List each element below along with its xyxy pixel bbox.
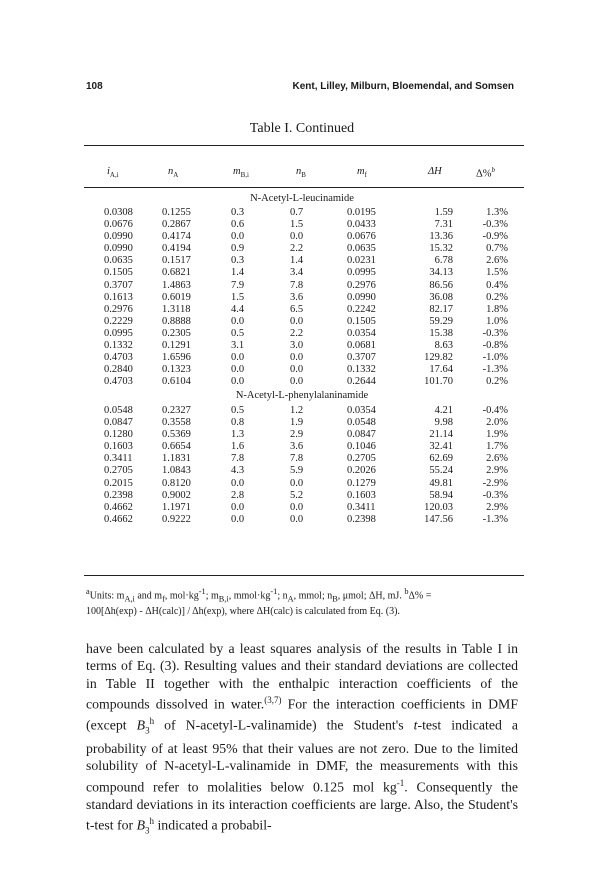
- cell-n-a: 0.6821: [162, 267, 191, 279]
- cell-delta-percent: 2.9%: [486, 501, 508, 513]
- cell-i-ai: 0.1280: [104, 429, 133, 441]
- cell-i-ai: 0.2015: [104, 477, 133, 489]
- cell-delta-h: 1.59: [434, 207, 453, 218]
- cell-i-ai: 0.0847: [104, 417, 133, 429]
- cell-m-f: 0.2398: [347, 513, 376, 525]
- cell-delta-percent: 0.2%: [486, 376, 508, 388]
- cell-delta-percent: -1.3%: [482, 364, 508, 376]
- cell-delta-percent: 0.2%: [486, 291, 508, 303]
- cell-m-f: 0.0433: [347, 219, 376, 231]
- cell-delta-h: 32.41: [429, 441, 453, 453]
- table-top-rule: [84, 145, 524, 146]
- cell-m-bi: 7.8: [231, 453, 245, 465]
- cell-m-bi: 1.5: [231, 291, 245, 303]
- cell-m-bi: 0.0: [231, 364, 245, 376]
- cell-m-f: 0.1603: [347, 489, 376, 501]
- table-row: [0, 304, 604, 316]
- cell-delta-h: 120.03: [424, 501, 453, 513]
- cell-n-b: 2.9: [290, 429, 304, 441]
- cell-delta-h: 15.32: [429, 243, 453, 255]
- cell-m-f: 0.0354: [347, 327, 376, 339]
- cell-i-ai: 0.4703: [104, 352, 133, 364]
- cell-m-f: 0.0548: [347, 417, 376, 429]
- cell-n-b: 0.0: [290, 477, 304, 489]
- cell-m-f: 0.0990: [347, 291, 376, 303]
- cell-delta-percent: -0.8%: [482, 340, 508, 352]
- cell-delta-h: 86.56: [429, 279, 453, 291]
- cell-n-a: 0.1517: [162, 255, 191, 267]
- table-row: [0, 352, 604, 364]
- cell-delta-h: 129.82: [424, 352, 453, 364]
- cell-m-bi: 0.0: [231, 477, 245, 489]
- col-header-i-ai: $i_{A,i}$: [107, 166, 119, 180]
- cell-i-ai: 0.2229: [104, 315, 133, 327]
- cell-delta-h: 4.21: [434, 405, 453, 416]
- cell-delta-percent: 1.3%: [486, 207, 508, 218]
- cell-i-ai: 0.1505: [104, 267, 133, 279]
- cell-n-b: 6.5: [290, 303, 304, 315]
- cell-m-f: 0.0635: [347, 243, 376, 255]
- cell-delta-h: 101.70: [424, 376, 453, 388]
- cell-delta-h: 15.38: [429, 327, 453, 339]
- cell-n-a: 0.6104: [162, 376, 191, 388]
- table-row: [0, 490, 604, 502]
- cell-delta-percent: 2.6%: [486, 255, 508, 267]
- cell-delta-percent: -1.0%: [482, 352, 508, 364]
- cell-m-bi: 0.3: [231, 207, 245, 218]
- cell-delta-percent: -0.4%: [482, 405, 508, 416]
- cell-delta-percent: -0.3%: [482, 219, 508, 231]
- cell-delta-percent: 2.0%: [486, 417, 508, 429]
- cell-n-a: 1.0843: [162, 465, 191, 477]
- cell-i-ai: 0.4662: [104, 513, 133, 525]
- cell-n-a: 0.3558: [162, 417, 191, 429]
- cell-n-a: 0.2305: [162, 327, 191, 339]
- table-row: [0, 231, 604, 243]
- table-row: [0, 219, 604, 231]
- cell-i-ai: 0.2398: [104, 489, 133, 501]
- table-row: [0, 364, 604, 376]
- cell-delta-h: 13.36: [429, 231, 453, 243]
- table-title: Table I. Continued: [249, 121, 355, 136]
- cell-n-b: 3.0: [290, 340, 304, 352]
- table-row: [0, 441, 604, 453]
- cell-n-b: 1.5: [290, 219, 304, 231]
- table-row: [0, 328, 604, 340]
- cell-n-b: 1.4: [290, 255, 304, 267]
- cell-delta-h: 82.17: [429, 303, 453, 315]
- cell-n-a: 1.1831: [162, 453, 191, 465]
- table-row: [0, 267, 604, 279]
- cell-m-f: 0.2026: [347, 465, 376, 477]
- cell-m-bi: 0.0: [231, 513, 245, 525]
- cell-delta-h: 17.64: [429, 364, 453, 376]
- cell-i-ai: 0.1332: [104, 340, 133, 352]
- cell-delta-percent: -1.3%: [482, 513, 508, 525]
- cell-m-bi: 0.3: [231, 255, 245, 267]
- cell-m-bi: 4.4: [231, 303, 245, 315]
- cell-n-b: 1.9: [290, 417, 304, 429]
- section-label-leucinamide: N-Acetyl-L-leucinamide: [250, 193, 354, 204]
- cell-delta-h: 147.56: [424, 513, 453, 525]
- cell-delta-percent: 1.7%: [486, 441, 508, 453]
- cell-n-b: 0.0: [290, 352, 304, 364]
- body-paragraph: have been calculated by a least squares analysis of the results in Table I in terms of Eq. (3). Resulting values and their standard deviations are collected in Table II together with the enthalpic interaction coefficients of the compounds dissolved in water.$^{(3,7)}$ For the interaction coefficients in DMF (except $B_3^h$ of N-acetyl-L-valinamide) the Student's t-test indicated a probability of at least 95% that their values are not zero. Due to the limited solubility of N-acetyl-L-valinamide in DMF, the measurements with this compound refer to molalities below 0.125 mol $kg^{-1}$. Consequently the standard deviations in its interaction coefficients are large. Also, the Student's t-test for $B_3^h$ indicated a probabil-: [86, 641, 519, 836]
- cell-i-ai: 0.3411: [104, 453, 133, 465]
- cell-n-a: 0.9002: [162, 489, 191, 501]
- cell-m-bi: 1.3: [231, 429, 245, 441]
- cell-delta-percent: -0.9%: [482, 231, 508, 243]
- cell-m-f: 0.0995: [347, 267, 376, 279]
- cell-n-b: 7.8: [290, 453, 304, 465]
- table-bottom-rule: [84, 575, 524, 576]
- cell-i-ai: 0.1613: [104, 291, 133, 303]
- cell-m-bi: 0.6: [231, 219, 245, 231]
- cell-n-b: 0.0: [290, 364, 304, 376]
- table-header-rule: [84, 187, 524, 188]
- col-header-n-a: $n_A$: [168, 166, 179, 180]
- cell-i-ai: 0.0548: [104, 405, 133, 416]
- cell-m-bi: 4.3: [231, 465, 245, 477]
- table-row: [0, 417, 604, 429]
- section-rows-leucinamide: [0, 207, 604, 388]
- cell-i-ai: 0.0635: [104, 255, 133, 267]
- cell-m-bi: 0.8: [231, 417, 245, 429]
- cell-i-ai: 0.2705: [104, 465, 133, 477]
- cell-delta-percent: -2.9%: [482, 477, 508, 489]
- cell-n-b: 0.0: [290, 376, 304, 388]
- cell-delta-percent: 1.0%: [486, 315, 508, 327]
- table-row: [0, 340, 604, 352]
- table-row: [0, 478, 604, 490]
- table-row: [0, 514, 604, 526]
- cell-delta-h: 62.69: [429, 453, 453, 465]
- table-row: [0, 502, 604, 514]
- cell-n-a: 0.6019: [162, 291, 191, 303]
- cell-i-ai: 0.2976: [104, 303, 133, 315]
- cell-n-a: 0.1291: [162, 340, 191, 352]
- cell-delta-percent: 2.9%: [486, 465, 508, 477]
- cell-n-a: 0.1323: [162, 364, 191, 376]
- table-row: [0, 243, 604, 255]
- table-row: [0, 280, 604, 292]
- cell-m-bi: 1.6: [231, 441, 245, 453]
- cell-delta-h: 8.63: [434, 340, 453, 352]
- cell-m-f: 0.0354: [347, 405, 376, 416]
- cell-m-bi: 3.1: [231, 340, 245, 352]
- table-header-row: [0, 166, 604, 182]
- cell-i-ai: 0.0990: [104, 243, 133, 255]
- cell-i-ai: 0.4662: [104, 501, 133, 513]
- cell-delta-h: 55.24: [429, 465, 453, 477]
- cell-delta-percent: 0.7%: [486, 243, 508, 255]
- cell-i-ai: 0.0308: [104, 207, 133, 218]
- cell-delta-percent: 1.5%: [486, 267, 508, 279]
- cell-n-a: 1.3118: [162, 303, 191, 315]
- cell-n-b: 2.2: [290, 243, 304, 255]
- cell-i-ai: 0.3707: [104, 279, 133, 291]
- cell-delta-h: 7.31: [434, 219, 453, 231]
- cell-n-a: 1.1971: [162, 501, 191, 513]
- cell-m-bi: 0.0: [231, 501, 245, 513]
- cell-m-bi: 0.9: [231, 243, 245, 255]
- cell-n-a: 0.1255: [162, 207, 191, 218]
- cell-n-b: 3.6: [290, 291, 304, 303]
- cell-delta-percent: 1.9%: [486, 429, 508, 441]
- cell-m-f: 0.1505: [347, 315, 376, 327]
- table-row: [0, 405, 604, 417]
- section-label-phenylalaninamide: N-Acetyl-L-phenylalaninamide: [235, 390, 369, 401]
- col-header-delta-percent: Δ%$^b$: [476, 166, 495, 180]
- cell-delta-h: 36.08: [429, 291, 453, 303]
- col-header-m-bi: $m_{B,i}$: [233, 166, 249, 180]
- cell-delta-h: 34.13: [429, 267, 453, 279]
- cell-n-b: 0.0: [290, 315, 304, 327]
- running-head: Kent, Lilley, Milburn, Bloemendal, and Somsen: [292, 81, 514, 92]
- cell-m-bi: 0.0: [231, 376, 245, 388]
- cell-i-ai: 0.0676: [104, 219, 133, 231]
- cell-delta-h: 6.78: [434, 255, 453, 267]
- cell-m-f: 0.2242: [347, 303, 376, 315]
- cell-n-a: 0.8888: [162, 315, 191, 327]
- cell-delta-percent: 0.4%: [486, 279, 508, 291]
- cell-n-b: 5.9: [290, 465, 304, 477]
- col-header-n-b: $n_B$: [296, 166, 306, 180]
- cell-m-f: 0.3707: [347, 352, 376, 364]
- cell-n-a: 0.8120: [162, 477, 191, 489]
- table-row: [0, 207, 604, 219]
- col-header-delta-h: ΔH: [428, 166, 442, 177]
- table-row: [0, 316, 604, 328]
- col-header-m-f: $m_f$: [357, 166, 367, 180]
- cell-delta-h: 58.94: [429, 489, 453, 501]
- cell-m-f: 0.0847: [347, 429, 376, 441]
- cell-m-bi: 0.0: [231, 231, 245, 243]
- cell-m-bi: 0.5: [231, 405, 245, 416]
- cell-n-b: 0.7: [290, 207, 304, 218]
- cell-n-b: 3.6: [290, 441, 304, 453]
- cell-m-f: 0.0231: [347, 255, 376, 267]
- table-footnote: $^a$Units: $m_{A,i}$ and $m_f$, $mol\cdot kg^{-1}$; $m_{B,i}$, $mmol\cdot kg^{-1}$; $n_A$, mmol; $n_B$, μmol; ΔH, mJ. $^b$Δ% = 100[Δh(exp) - ΔH(calc)] / Δh(exp), where ΔH(calc) is calculated from Eq. (3).: [86, 587, 432, 618]
- cell-delta-percent: 1.8%: [486, 303, 508, 315]
- cell-i-ai: 0.4703: [104, 376, 133, 388]
- cell-m-f: 0.1332: [347, 364, 376, 376]
- cell-delta-percent: -0.3%: [482, 489, 508, 501]
- cell-n-a: 1.4863: [162, 279, 191, 291]
- cell-m-bi: 1.4: [231, 267, 245, 279]
- cell-m-bi: 0.5: [231, 327, 245, 339]
- table-row: [0, 376, 604, 388]
- cell-n-a: 1.6596: [162, 352, 191, 364]
- cell-n-b: 1.2: [290, 405, 304, 416]
- table-row: [0, 255, 604, 267]
- table-row: [0, 292, 604, 304]
- cell-n-a: 0.6654: [162, 441, 191, 453]
- cell-delta-h: 49.81: [429, 477, 453, 489]
- cell-m-f: 0.3411: [347, 501, 376, 513]
- cell-i-ai: 0.0990: [104, 231, 133, 243]
- cell-delta-percent: 2.6%: [486, 453, 508, 465]
- cell-m-bi: 7.9: [231, 279, 245, 291]
- cell-m-f: 0.2644: [347, 376, 376, 388]
- cell-n-a: 0.2327: [162, 405, 191, 416]
- cell-n-a: 0.2867: [162, 219, 191, 231]
- cell-m-f: 0.0195: [347, 207, 376, 218]
- section-rows-phenylalaninamide: [0, 405, 604, 526]
- cell-n-a: 0.9222: [162, 513, 191, 525]
- cell-n-b: 3.4: [290, 267, 304, 279]
- page-number: 108: [86, 81, 103, 92]
- table-row: [0, 429, 604, 441]
- cell-delta-percent: -0.3%: [482, 327, 508, 339]
- cell-m-f: 0.1279: [347, 477, 376, 489]
- table-row: [0, 453, 604, 465]
- footnote-line-2: 100[Δh(exp) - ΔH(calc)] / Δh(exp), where ΔH(calc) is calculated from Eq. (3).: [86, 606, 400, 618]
- cell-i-ai: 0.2840: [104, 364, 133, 376]
- cell-n-b: 0.0: [290, 513, 304, 525]
- cell-n-b: 5.2: [290, 489, 304, 501]
- cell-n-b: 2.2: [290, 327, 304, 339]
- cell-n-b: 0.0: [290, 501, 304, 513]
- cell-n-b: 7.8: [290, 279, 304, 291]
- table-row: [0, 465, 604, 477]
- cell-delta-h: 9.98: [434, 417, 453, 429]
- cell-m-bi: 0.0: [231, 352, 245, 364]
- cell-n-a: 0.5369: [162, 429, 191, 441]
- cell-n-b: 0.0: [290, 231, 304, 243]
- cell-m-f: 0.0681: [347, 340, 376, 352]
- cell-m-f: 0.0676: [347, 231, 376, 243]
- cell-m-f: 0.2705: [347, 453, 376, 465]
- cell-i-ai: 0.1603: [104, 441, 133, 453]
- cell-n-a: 0.4174: [162, 231, 191, 243]
- cell-m-f: 0.1046: [347, 441, 376, 453]
- cell-i-ai: 0.0995: [104, 327, 133, 339]
- cell-m-f: 0.2976: [347, 279, 376, 291]
- cell-delta-h: 59.29: [429, 315, 453, 327]
- cell-m-bi: 2.8: [231, 489, 245, 501]
- cell-m-bi: 0.0: [231, 315, 245, 327]
- cell-delta-h: 21.14: [429, 429, 453, 441]
- cell-n-a: 0.4194: [162, 243, 191, 255]
